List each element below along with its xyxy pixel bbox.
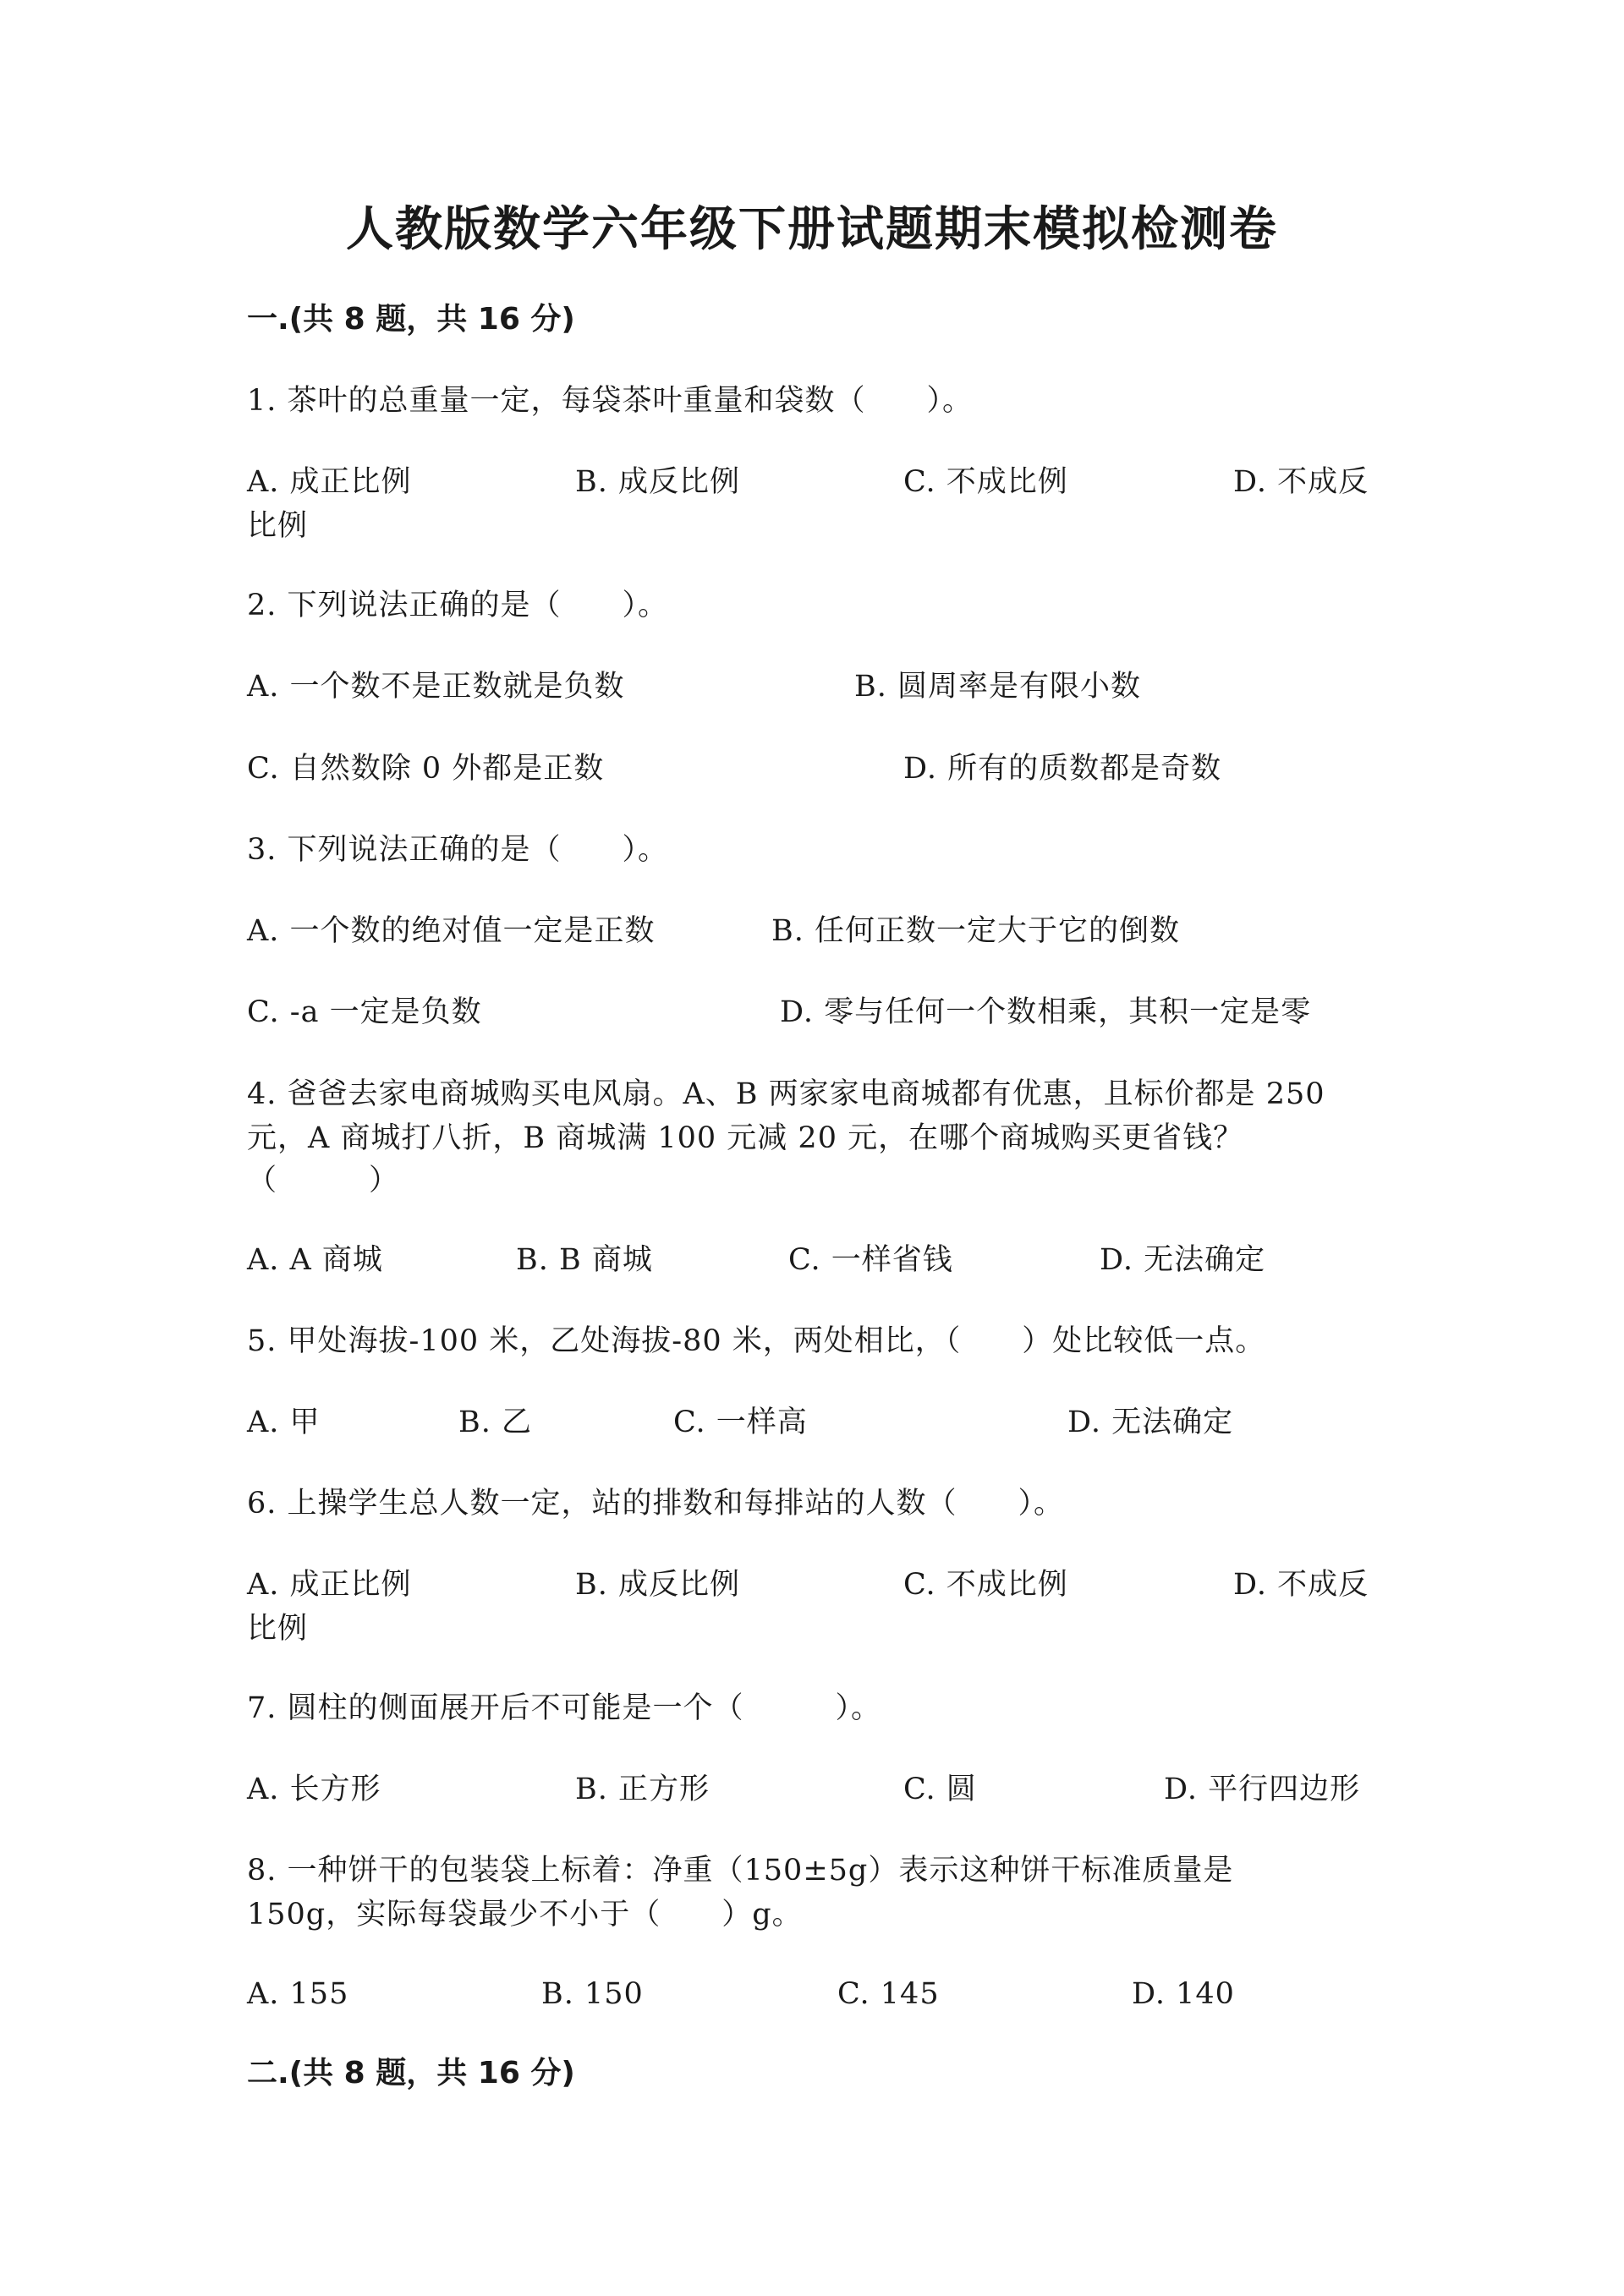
question-7-option-b: B. 正方形 — [575, 1773, 710, 1806]
question-3-option-d: D. 零与任何一个数相乘，其积一定是零 — [780, 995, 1312, 1029]
question-6-option-c: C. 不成比例 — [903, 1568, 1068, 1602]
question-5-option-c: C. 一样高 — [673, 1406, 808, 1439]
question-8-stem-line-2: 150g，实际每袋最少不小于（ ）g。 — [247, 1898, 803, 1932]
question-2-option-c: C. 自然数除 0 外都是正数 — [247, 752, 605, 786]
section-heading-2: 二.(共 8 题，共 16 分) — [247, 2056, 575, 2091]
question-6-option-wrap: 比例 — [247, 1612, 309, 1646]
question-4-stem-line-1: 4. 爸爸去家电商城购买电风扇。A、B 两家家电商城都有优惠，且标价都是 250 — [247, 1077, 1325, 1111]
question-8-option-a: A. 155 — [247, 1977, 349, 2011]
page-title: 人教版数学六年级下册试题期末模拟检测卷 — [346, 202, 1278, 257]
question-5-stem: 5. 甲处海拔-100 米，乙处海拔-80 米，两处相比，（ ）处比较低一点。 — [247, 1324, 1266, 1358]
question-7-option-a: A. 长方形 — [247, 1773, 381, 1806]
question-1-option-d: D. 不成反 — [1233, 465, 1369, 499]
question-7-stem: 7. 圆柱的侧面展开后不可能是一个（ ）。 — [247, 1691, 882, 1725]
question-1-option-c: C. 不成比例 — [903, 465, 1068, 499]
question-1-option-a: A. 成正比例 — [247, 465, 412, 499]
section-heading-1: 一.(共 8 题，共 16 分) — [247, 302, 575, 337]
question-3-option-c: C. -a 一定是负数 — [247, 995, 482, 1029]
question-3-option-b: B. 任何正数一定大于它的倒数 — [771, 914, 1180, 948]
question-6-option-d: D. 不成反 — [1233, 1568, 1369, 1602]
question-1-option-b: B. 成反比例 — [575, 465, 740, 499]
question-5-option-a: A. 甲 — [247, 1406, 321, 1439]
question-4-option-a: A. A 商城 — [247, 1243, 383, 1277]
question-4-stem-line-2: 元，A 商城打八折，B 商城满 100 元减 20 元，在哪个商城购买更省钱？ — [247, 1121, 1244, 1155]
question-8-option-d: D. 140 — [1132, 1977, 1235, 2011]
question-6-stem: 6. 上操学生总人数一定，站的排数和每排站的人数（ ）。 — [247, 1487, 1065, 1521]
question-2-option-a: A. 一个数不是正数就是负数 — [247, 670, 625, 704]
question-8-option-c: C. 145 — [837, 1977, 940, 2011]
question-8-option-b: B. 150 — [541, 1977, 644, 2011]
question-2-stem: 2. 下列说法正确的是（ ）。 — [247, 589, 669, 622]
question-4-stem-line-3: （ ） — [247, 1164, 400, 1197]
question-1-stem: 1. 茶叶的总重量一定，每袋茶叶重量和袋数（ ）。 — [247, 384, 974, 418]
question-6-option-a: A. 成正比例 — [247, 1568, 412, 1602]
question-3-stem: 3. 下列说法正确的是（ ）。 — [247, 833, 669, 867]
question-3-option-a: A. 一个数的绝对值一定是正数 — [247, 914, 656, 948]
question-6-option-b: B. 成反比例 — [575, 1568, 740, 1602]
question-1-option-wrap: 比例 — [247, 509, 309, 543]
question-4-option-b: B. B 商城 — [516, 1243, 653, 1277]
question-2-option-d: D. 所有的质数都是奇数 — [903, 752, 1222, 786]
question-4-option-d: D. 无法确定 — [1100, 1243, 1266, 1277]
question-5-option-b: B. 乙 — [458, 1406, 532, 1439]
question-2-option-b: B. 圆周率是有限小数 — [854, 670, 1141, 704]
question-7-option-c: C. 圆 — [903, 1773, 977, 1806]
question-8-stem-line-1: 8. 一种饼干的包装袋上标着：净重（150±5g）表示这种饼干标准质量是 — [247, 1854, 1234, 1888]
question-7-option-d: D. 平行四边形 — [1164, 1773, 1361, 1806]
question-4-option-c: C. 一样省钱 — [788, 1243, 953, 1277]
question-5-option-d: D. 无法确定 — [1067, 1406, 1234, 1439]
